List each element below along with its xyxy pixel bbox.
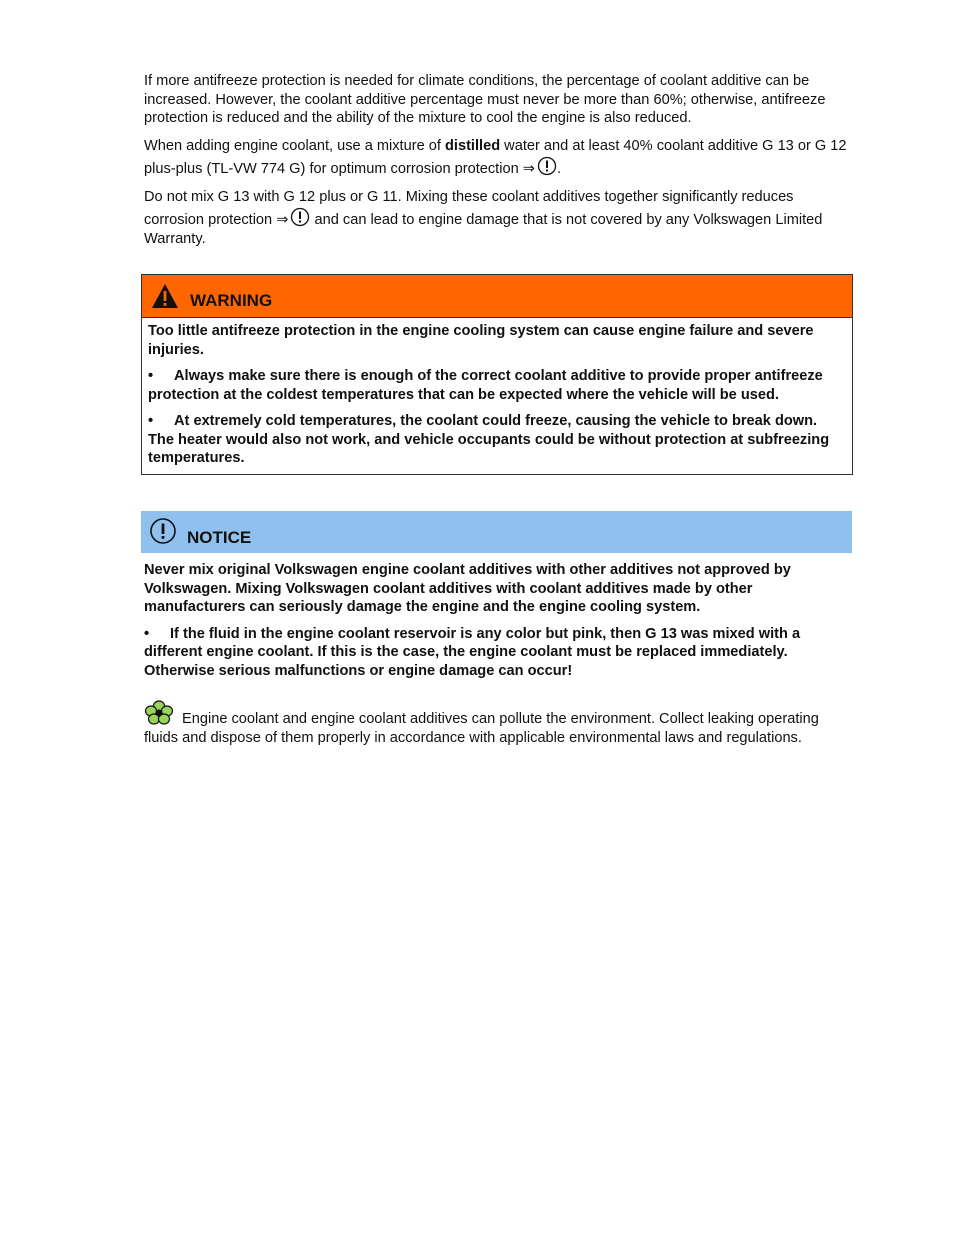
notice-title: NOTICE xyxy=(187,528,252,547)
warning-bullet xyxy=(148,412,844,468)
bullet-marker: • xyxy=(148,368,154,384)
bullet-text: If the fluid in the engine coolant reservoir is any color but pink, then G 13 was mixed with a different engine coolant. If this is the case, the engine coolant must be replaced immediately. Otherwise serious malfunctions or engine damage can occur! xyxy=(144,625,801,679)
warning-box xyxy=(141,274,853,475)
environment-note xyxy=(144,700,852,747)
intro-paragraph-3 xyxy=(144,188,852,249)
notice-reference-icon[interactable] xyxy=(537,156,557,176)
flower-icon xyxy=(144,700,174,726)
warning-bullet xyxy=(148,367,844,404)
text-run: water and at least 40% coolant additive G 13 or G 12 plus-plus (TL-VW 774 G) for optimum corrosion protection ⇒ xyxy=(144,137,847,177)
bold-text: distilled xyxy=(444,137,501,154)
intro-paragraph-1: If more antifreeze protection is needed for climate conditions, the percentage of coolant additive can be increased. However, the coolant additive percentage must never be more than 60%; otherwise, antifreeze protection is reduced and the ability of the mixture to cool the engine is also reduced. xyxy=(144,73,826,126)
bullet-text: Always make sure there is enough of the correct coolant additive to provide proper antifreeze protection at the coldest temperatures that can be expected where the vehicle will be used. xyxy=(148,368,823,403)
intro-section xyxy=(144,72,852,258)
notice-body xyxy=(144,561,852,688)
notice-intro: Never mix original Volkswagen engine coolant additives with other additives not approved by Volkswagen. Mixing Volkswagen coolant additives with coolant additives made by other manufacturers can seriously damage the engine and the engine cooling system. xyxy=(144,562,791,615)
text-run: and can lead to engine damage that is not covered by any Volkswagen Limited Warranty. xyxy=(144,211,823,247)
notice-bullet xyxy=(144,625,852,681)
warning-triangle-icon xyxy=(150,282,180,310)
bullet-marker: • xyxy=(144,625,150,642)
environment-text: Engine coolant and engine coolant additives can pollute the environment. Collect leaking operating fluids and dispose of them properly in accordance with applicable environmental laws and regulations. xyxy=(144,711,819,746)
text-run: When adding engine coolant, use a mixture of xyxy=(144,137,445,154)
notice-exclamation-icon xyxy=(149,517,177,545)
text-run: Do not mix G 13 with G 12 plus or G 11. Mixing these coolant additives together significantly reduces corrosion protection ⇒ xyxy=(144,188,794,228)
notice-header xyxy=(141,511,852,553)
warning-title: WARNING xyxy=(190,291,273,310)
intro-paragraph-2 xyxy=(144,137,852,179)
warning-body xyxy=(142,318,852,474)
warning-intro: Too little antifreeze protection in the engine cooling system can cause engine failure and severe injuries. xyxy=(148,323,814,358)
bullet-marker: • xyxy=(148,413,154,429)
notice-reference-icon[interactable] xyxy=(290,207,310,227)
text-run: . xyxy=(557,160,562,177)
warning-header xyxy=(142,275,852,318)
bullet-text: At extremely cold temperatures, the coolant could freeze, causing the vehicle to break down. The heater would also not work, and vehicle occupants could be without protection at subfreezing temperatures. xyxy=(148,413,830,466)
